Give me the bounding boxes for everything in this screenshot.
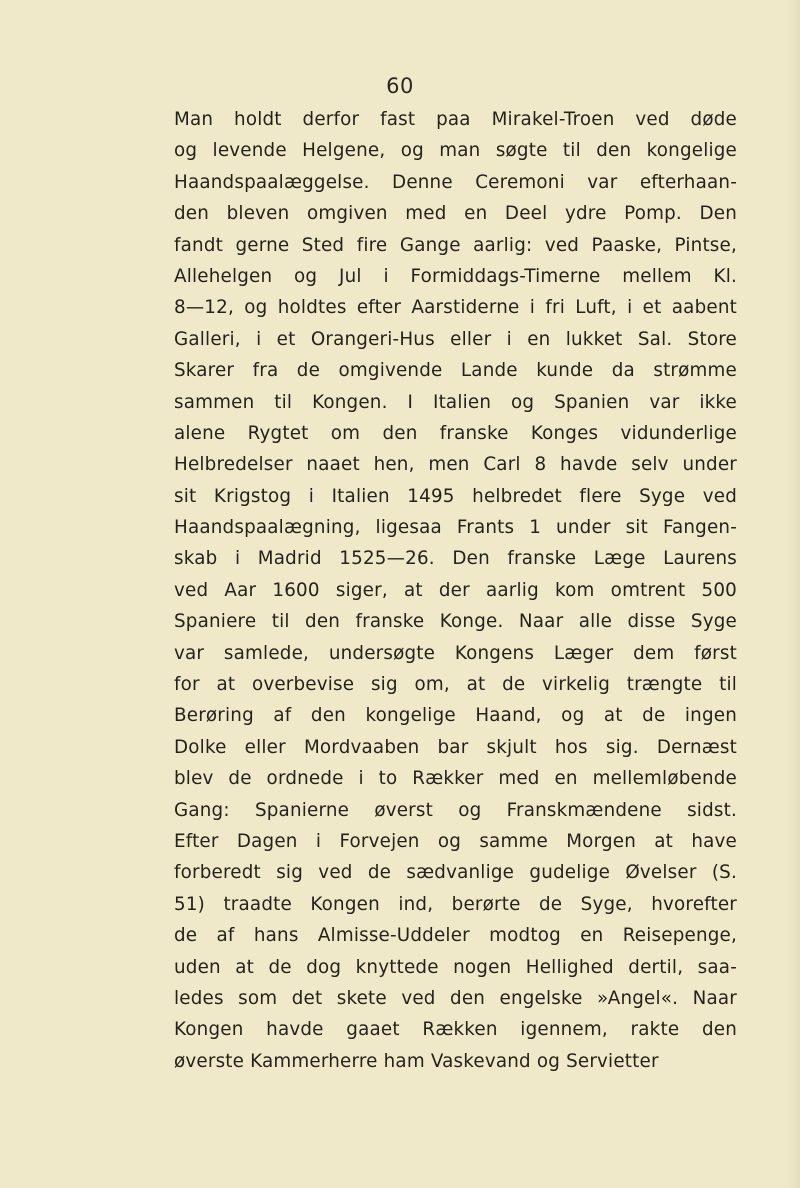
text-line: fandt gerne Sted fire Gange aarlig: ved Paaske, Pintse, — [174, 234, 737, 256]
body-text — [174, 104, 737, 1077]
text-line: Berøring af den kongelige Haand, og at de ingen — [174, 705, 737, 727]
text-line: alene Rygtet om den franske Konges vidunderlige — [174, 422, 737, 444]
text-line: Man holdt derfor fast paa Mirakel-Troen ved døde — [174, 109, 737, 130]
text-line: Allehelgen og Jul i Formiddags-Timerne mellem Kl. — [174, 265, 737, 287]
text-line: sammen til Kongen. I Italien og Spanien var ikke — [174, 391, 737, 413]
page-number: 60 — [386, 74, 414, 98]
text-line: Spaniere til den franske Konge. Naar alle disse Syge — [174, 611, 737, 633]
text-line: Galleri, i et Orangeri-Hus eller i en lukket Sal. Store — [174, 328, 737, 350]
text-line: Gang: Spanierne øverst og Franskmændene sidst. — [174, 799, 737, 821]
text-line: den bleven omgiven med en Deel ydre Pomp. Den — [174, 203, 737, 225]
text-line: Efter Dagen i Forvejen og samme Morgen at have — [174, 830, 737, 852]
text-line: forberedt sig ved de sædvanlige gudelige Øvelser (S. — [174, 862, 737, 884]
text-line: Kongen havde gaaet Rækken igennem, rakte den — [174, 1019, 737, 1041]
text-line: 8—12, og holdtes efter Aarstiderne i fri Luft, i et aabent — [174, 297, 737, 319]
text-line: Dolke eller Mordvaaben bar skjult hos sig. Dernæst — [174, 736, 737, 758]
text-line: og levende Helgene, og man søgte til den kongelige — [174, 140, 737, 162]
text-line: Haandspaalægning, ligesaa Frants 1 under sit Fangen- — [174, 517, 737, 539]
text-line: ledes som det skete ved den engelske »Angel«. Naar — [174, 987, 737, 1009]
text-line: Skarer fra de omgivende Lande kunde da strømme — [174, 360, 737, 382]
text-line: skab i Madrid 1525—26. Den franske Læge Laurens — [174, 548, 737, 570]
text-line: uden at de dog knyttede nogen Hellighed dertil, saa- — [174, 956, 737, 978]
text-line: de af hans Almisse-Uddeler modtog en Reisepenge, — [174, 925, 737, 947]
text-line: for at overbevise sig om, at de virkelig trængte til — [174, 674, 737, 696]
text-line: ved Aar 1600 siger, at der aarlig kom omtrent 500 — [174, 579, 737, 601]
text-line: blev de ordnede i to Rækker med en mellemløbende — [174, 768, 737, 790]
text-line: Helbredelser naaet hen, men Carl 8 havde selv under — [174, 454, 737, 476]
text-line: 51) traadte Kongen ind, berørte de Syge, hvorefter — [174, 893, 737, 915]
text-line: var samlede, undersøgte Kongens Læger dem først — [174, 642, 737, 664]
text-line: Haandspaalæggelse. Denne Ceremoni var efterhaan- — [174, 171, 737, 193]
page-edge-shadow — [786, 0, 800, 1188]
text-line: sit Krigstog i Italien 1495 helbredet flere Syge ved — [174, 485, 737, 507]
text-line: øverste Kammerherre ham Vaskevand og Servietter — [174, 1050, 659, 1072]
